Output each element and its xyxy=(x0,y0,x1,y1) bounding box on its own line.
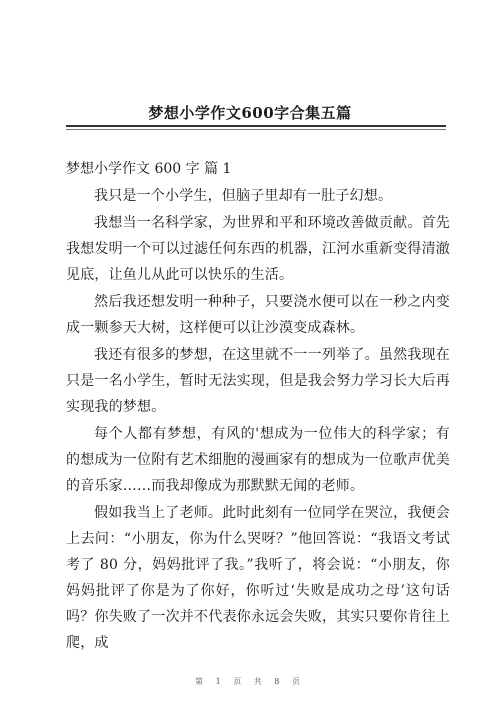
page-indicator: 第 1 页 共 8 页 xyxy=(195,677,305,686)
paragraph: 我还有很多的梦想，在这里就不一一列举了。虽然我现在只是一名小学生，暂时无法实现，但是我会努力学习长大后再实现我的梦想。 xyxy=(66,347,450,415)
paragraph: 我只是一个小学生，但脑子里却有一肚子幻想。 xyxy=(94,188,393,204)
section-heading: 梦想小学作文 600 字 篇 1 xyxy=(66,161,232,177)
title-divider-thin xyxy=(66,129,446,130)
paragraph: 假如我当上了老师。此时此刻有一位同学在哭泣，我便会上去问：“小朋友，你为什么哭呀？”他回答说：“我语文考试考了 80 分，妈妈批评了我。”我听了，将会说：“小朋友，你妈妈批评了你是为了你好，你听过‘失败是成功之母’这句话吗？你失败了一次并不代表你永远会失败，其实只要你肯往上爬，成 xyxy=(66,505,450,651)
paragraph: 然后我还想发明一种种子，只要浇水便可以在一秒之内变成一颗参天大树，这样便可以让沙漠变成森林。 xyxy=(66,294,450,336)
paragraph: 我想当一名科学家，为世界和平和环境改善做贡献。首先我想发明一个可以过滤任何东西的机器，江河水重新变得清澈见底，让鱼儿从此可以快乐的生活。 xyxy=(66,215,450,283)
title-divider xyxy=(66,125,446,127)
document-title: 梦想小学作文600字合集五篇 xyxy=(148,104,352,122)
paragraph: 每个人都有梦想，有风的'想成为一位伟大的科学家；有的想成为一位附有艺术细胞的漫画家有的想成为一位歌声优美的音乐家……而我却像成为那默默无闻的老师。 xyxy=(66,426,450,494)
document-body xyxy=(66,156,450,656)
